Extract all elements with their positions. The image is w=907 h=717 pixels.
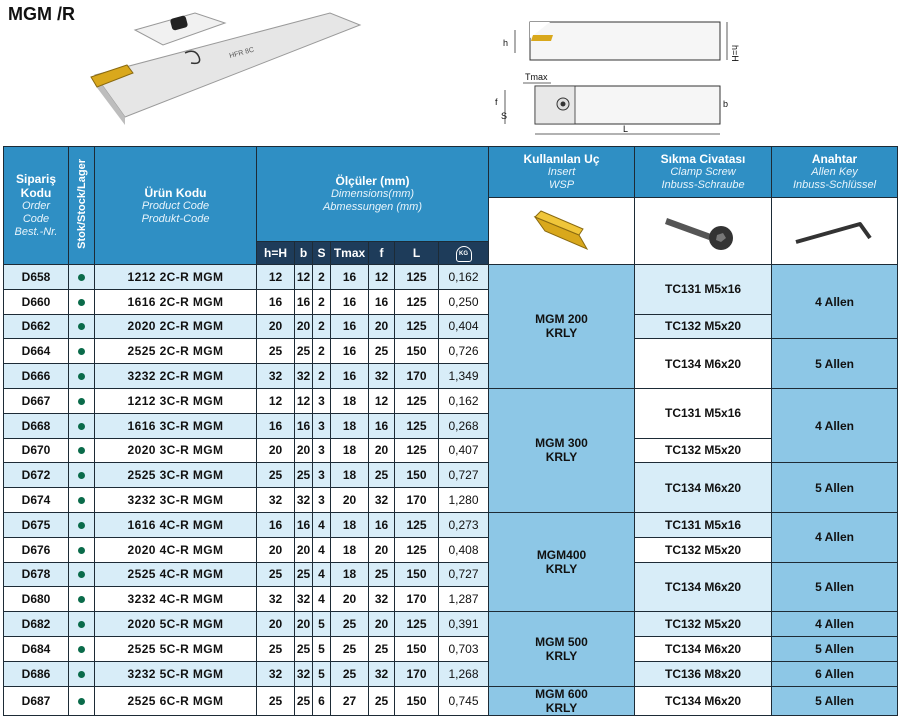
dim-tmax: 18 — [331, 413, 369, 438]
stock-indicator — [69, 413, 95, 438]
weight: 0,408 — [439, 537, 489, 562]
dim-b: 16 — [295, 512, 313, 537]
dim-s: 5 — [313, 612, 331, 637]
product-code: 2020 5C-R MGM — [95, 612, 257, 637]
product-code: 3232 3C-R MGM — [95, 488, 257, 513]
dim-l: 125 — [395, 537, 439, 562]
in-stock-dot-icon — [78, 348, 85, 355]
dim-h: 25 — [257, 463, 295, 488]
weight-icon: KG — [456, 246, 472, 262]
dim-b: 25 — [295, 636, 313, 661]
product-code: 3232 2C-R MGM — [95, 364, 257, 389]
dim-h: 25 — [257, 562, 295, 587]
order-code: D678 — [4, 562, 69, 587]
weight: 1,280 — [439, 488, 489, 513]
stock-indicator — [69, 388, 95, 413]
order-code: D674 — [4, 488, 69, 513]
stock-indicator — [69, 686, 95, 715]
product-code: 3232 4C-R MGM — [95, 587, 257, 612]
in-stock-dot-icon — [78, 522, 85, 529]
table-row — [4, 661, 898, 686]
dimension-diagram — [495, 8, 755, 143]
weight: 0,745 — [439, 686, 489, 715]
dim-s: 2 — [313, 289, 331, 314]
dim-l: 125 — [395, 388, 439, 413]
order-code: D667 — [4, 388, 69, 413]
allen-key: 4 Allen — [772, 612, 898, 637]
dim-s: 4 — [313, 587, 331, 612]
weight: 0,727 — [439, 562, 489, 587]
allen-key: 4 Allen — [772, 265, 898, 339]
table-row — [4, 438, 898, 463]
stock-indicator — [69, 438, 95, 463]
allen-key: 6 Allen — [772, 661, 898, 686]
product-code: 2525 5C-R MGM — [95, 636, 257, 661]
dim-l: 150 — [395, 636, 439, 661]
clamp-screw: TC134 M6x20 — [635, 562, 772, 612]
weight: 0,703 — [439, 636, 489, 661]
product-code: 1616 4C-R MGM — [95, 512, 257, 537]
dim-h: 16 — [257, 289, 295, 314]
header-stock: Stok/Stock/Lager — [69, 147, 95, 265]
in-stock-dot-icon — [78, 323, 85, 330]
dim-h: 25 — [257, 686, 295, 715]
dim-f: 25 — [369, 686, 395, 715]
allen-key-icon — [790, 210, 880, 250]
clamp-screw: TC132 M5x20 — [635, 612, 772, 637]
dim-f: 32 — [369, 587, 395, 612]
header-dimensions: Ölçüler (mm) Dimensions(mm) Abmessungen (mm) — [257, 147, 489, 242]
in-stock-dot-icon — [78, 299, 85, 306]
dim-b: 32 — [295, 364, 313, 389]
dim-f: 12 — [369, 388, 395, 413]
dim-tmax: 18 — [331, 512, 369, 537]
dim-f: 32 — [369, 661, 395, 686]
in-stock-dot-icon — [78, 373, 85, 380]
col-s: S — [313, 242, 331, 265]
weight: 0,268 — [439, 413, 489, 438]
weight: 0,273 — [439, 512, 489, 537]
diagram-label-s: S — [501, 111, 508, 121]
product-code: 2020 2C-R MGM — [95, 314, 257, 339]
dim-tmax: 16 — [331, 314, 369, 339]
dim-b: 20 — [295, 537, 313, 562]
dim-l: 150 — [395, 463, 439, 488]
dim-h: 20 — [257, 438, 295, 463]
order-code: D680 — [4, 587, 69, 612]
dim-l: 150 — [395, 562, 439, 587]
dim-tmax: 25 — [331, 661, 369, 686]
dim-tmax: 18 — [331, 537, 369, 562]
dim-b: 16 — [295, 289, 313, 314]
clamp-screw: TC134 M6x20 — [635, 686, 772, 715]
col-h: h=H — [257, 242, 295, 265]
col-l: L — [395, 242, 439, 265]
dim-tmax: 18 — [331, 388, 369, 413]
dim-tmax: 27 — [331, 686, 369, 715]
order-code: D684 — [4, 636, 69, 661]
table-row — [4, 339, 898, 364]
dim-b: 20 — [295, 612, 313, 637]
order-code: D668 — [4, 413, 69, 438]
stock-indicator — [69, 463, 95, 488]
in-stock-dot-icon — [78, 447, 85, 454]
order-code: D660 — [4, 289, 69, 314]
in-stock-dot-icon — [78, 274, 85, 281]
dim-tmax: 16 — [331, 265, 369, 290]
dim-h: 16 — [257, 512, 295, 537]
screw-icon — [663, 208, 743, 252]
clamp-screw: TC134 M6x20 — [635, 636, 772, 661]
dim-b: 32 — [295, 587, 313, 612]
dim-tmax: 16 — [331, 339, 369, 364]
order-code: D675 — [4, 512, 69, 537]
in-stock-dot-icon — [78, 596, 85, 603]
clamp-screw: TC131 M5x16 — [635, 512, 772, 537]
dim-l: 125 — [395, 289, 439, 314]
order-code: D666 — [4, 364, 69, 389]
weight: 0,391 — [439, 612, 489, 637]
insert-type: MGM 300 KRLY — [489, 388, 635, 512]
dim-tmax: 18 — [331, 438, 369, 463]
dim-h: 20 — [257, 537, 295, 562]
clamp-screw: TC132 M5x20 — [635, 314, 772, 339]
allen-key: 5 Allen — [772, 636, 898, 661]
insert-type: MGM400 KRLY — [489, 512, 635, 611]
allen-key: 5 Allen — [772, 339, 898, 389]
dim-h: 12 — [257, 265, 295, 290]
insert-type: MGM 600 KRLY — [489, 686, 635, 715]
dim-b: 25 — [295, 463, 313, 488]
dim-s: 2 — [313, 364, 331, 389]
dim-f: 16 — [369, 413, 395, 438]
dim-b: 25 — [295, 562, 313, 587]
product-code: 2020 3C-R MGM — [95, 438, 257, 463]
dim-l: 150 — [395, 339, 439, 364]
product-code: 3232 5C-R MGM — [95, 661, 257, 686]
dim-f: 25 — [369, 636, 395, 661]
product-code: 2525 2C-R MGM — [95, 339, 257, 364]
order-code: D672 — [4, 463, 69, 488]
header-allen-key: Anahtar Allen Key Inbuss-Schlüssel — [772, 147, 898, 198]
dim-l: 170 — [395, 488, 439, 513]
clamp-screw: TC131 M5x16 — [635, 388, 772, 438]
page-title: MGM /R — [8, 4, 75, 24]
table-row — [4, 636, 898, 661]
in-stock-dot-icon — [78, 671, 85, 678]
product-code: 2525 3C-R MGM — [95, 463, 257, 488]
order-code: D687 — [4, 686, 69, 715]
allen-key: 5 Allen — [772, 686, 898, 715]
dim-f: 32 — [369, 364, 395, 389]
dim-tmax: 25 — [331, 636, 369, 661]
header-product-code: Ürün Kodu Product Code Produkt-Code — [95, 147, 257, 265]
diagram-label-hH: h=H — [730, 45, 740, 62]
dim-b: 12 — [295, 265, 313, 290]
allen-key: 4 Allen — [772, 512, 898, 562]
dim-s: 2 — [313, 265, 331, 290]
dim-tmax: 25 — [331, 612, 369, 637]
stock-indicator — [69, 314, 95, 339]
dim-b: 20 — [295, 438, 313, 463]
dim-b: 20 — [295, 314, 313, 339]
weight: 0,162 — [439, 388, 489, 413]
dim-tmax: 18 — [331, 463, 369, 488]
dim-s: 6 — [313, 686, 331, 715]
weight: 0,250 — [439, 289, 489, 314]
dim-tmax: 16 — [331, 364, 369, 389]
dim-h: 25 — [257, 636, 295, 661]
photo-marking: HFR 8C — [228, 46, 255, 60]
order-code: D658 — [4, 265, 69, 290]
dim-f: 16 — [369, 512, 395, 537]
dim-h: 12 — [257, 388, 295, 413]
dim-b: 25 — [295, 686, 313, 715]
weight: 1,268 — [439, 661, 489, 686]
order-code: D664 — [4, 339, 69, 364]
dim-f: 20 — [369, 612, 395, 637]
stock-indicator — [69, 512, 95, 537]
product-code: 1616 2C-R MGM — [95, 289, 257, 314]
in-stock-dot-icon — [78, 698, 85, 705]
dim-s: 3 — [313, 413, 331, 438]
dim-l: 125 — [395, 265, 439, 290]
header-clamp-screw: Sıkma Civatası Clamp Screw Inbuss-Schraube — [635, 147, 772, 198]
order-code: D670 — [4, 438, 69, 463]
dim-tmax: 20 — [331, 488, 369, 513]
in-stock-dot-icon — [78, 497, 85, 504]
dim-s: 5 — [313, 661, 331, 686]
weight: 0,162 — [439, 265, 489, 290]
dim-l: 170 — [395, 661, 439, 686]
product-code: 2525 6C-R MGM — [95, 686, 257, 715]
in-stock-dot-icon — [78, 621, 85, 628]
diagram-label-h: h — [503, 38, 509, 48]
dim-s: 4 — [313, 512, 331, 537]
dim-tmax: 18 — [331, 562, 369, 587]
dim-l: 170 — [395, 587, 439, 612]
col-weight — [439, 242, 489, 265]
table-row — [4, 463, 898, 488]
in-stock-dot-icon — [78, 646, 85, 653]
dim-h: 32 — [257, 587, 295, 612]
spec-table — [3, 146, 898, 716]
stock-indicator — [69, 488, 95, 513]
in-stock-dot-icon — [78, 571, 85, 578]
dim-b: 32 — [295, 488, 313, 513]
dim-h: 20 — [257, 612, 295, 637]
table-row — [4, 512, 898, 537]
diagram-label-tmax: Tmax — [525, 72, 548, 82]
dim-s: 3 — [313, 488, 331, 513]
table-row — [4, 265, 898, 290]
in-stock-dot-icon — [78, 547, 85, 554]
dim-l: 125 — [395, 612, 439, 637]
dim-l: 125 — [395, 314, 439, 339]
col-f: f — [369, 242, 395, 265]
dim-f: 25 — [369, 463, 395, 488]
allen-key: 5 Allen — [772, 562, 898, 612]
dim-b: 12 — [295, 388, 313, 413]
order-code: D662 — [4, 314, 69, 339]
header-insert: Kullanılan Uç Insert WSP — [489, 147, 635, 198]
product-code: 1616 3C-R MGM — [95, 413, 257, 438]
weight: 0,407 — [439, 438, 489, 463]
dim-l: 125 — [395, 413, 439, 438]
tool-holder-photo — [75, 5, 365, 125]
clamp-screw: TC136 M8x20 — [635, 661, 772, 686]
weight: 1,287 — [439, 587, 489, 612]
in-stock-dot-icon — [78, 472, 85, 479]
dim-s: 3 — [313, 463, 331, 488]
stock-indicator — [69, 339, 95, 364]
product-code: 1212 3C-R MGM — [95, 388, 257, 413]
dim-f: 12 — [369, 265, 395, 290]
dim-s: 4 — [313, 537, 331, 562]
dim-b: 25 — [295, 339, 313, 364]
clamp-screw: TC134 M6x20 — [635, 463, 772, 513]
weight: 0,726 — [439, 339, 489, 364]
clamp-screw: TC131 M5x16 — [635, 265, 772, 315]
dim-l: 170 — [395, 364, 439, 389]
table-row — [4, 562, 898, 587]
table-row — [4, 612, 898, 637]
dim-h: 32 — [257, 488, 295, 513]
stock-indicator — [69, 265, 95, 290]
table-row — [4, 537, 898, 562]
dim-tmax: 20 — [331, 587, 369, 612]
col-b: b — [295, 242, 313, 265]
product-code: 2525 4C-R MGM — [95, 562, 257, 587]
dim-h: 16 — [257, 413, 295, 438]
dim-f: 32 — [369, 488, 395, 513]
stock-indicator — [69, 661, 95, 686]
dim-tmax: 16 — [331, 289, 369, 314]
dim-h: 25 — [257, 339, 295, 364]
insert-image — [489, 198, 635, 265]
table-row — [4, 314, 898, 339]
order-code: D686 — [4, 661, 69, 686]
screw-image — [635, 198, 772, 265]
diagram-label-b: b — [723, 99, 729, 109]
order-code: D676 — [4, 537, 69, 562]
weight: 0,404 — [439, 314, 489, 339]
dim-b: 32 — [295, 661, 313, 686]
dim-h: 32 — [257, 661, 295, 686]
dim-f: 20 — [369, 537, 395, 562]
allen-key-image — [772, 198, 898, 265]
clamp-screw: TC132 M5x20 — [635, 438, 772, 463]
stock-indicator — [69, 562, 95, 587]
dim-s: 3 — [313, 438, 331, 463]
dim-s: 5 — [313, 636, 331, 661]
dim-f: 20 — [369, 438, 395, 463]
stock-indicator — [69, 587, 95, 612]
allen-key: 4 Allen — [772, 388, 898, 462]
dim-f: 16 — [369, 289, 395, 314]
product-code: 1212 2C-R MGM — [95, 265, 257, 290]
stock-indicator — [69, 612, 95, 637]
allen-key: 5 Allen — [772, 463, 898, 513]
dim-l: 125 — [395, 512, 439, 537]
diagram-label-f: f — [495, 97, 498, 107]
diagram-label-l: L — [623, 124, 629, 134]
insert-type: MGM 500 KRLY — [489, 612, 635, 686]
dim-s: 4 — [313, 562, 331, 587]
stock-indicator — [69, 537, 95, 562]
insert-icon — [527, 205, 597, 255]
stock-indicator — [69, 289, 95, 314]
col-tmax: Tmax — [331, 242, 369, 265]
product-code: 2020 4C-R MGM — [95, 537, 257, 562]
header-order-code: Sipariş Kodu Order Code Best.-Nr. — [4, 147, 69, 265]
dim-l: 150 — [395, 686, 439, 715]
dim-f: 25 — [369, 339, 395, 364]
dim-h: 20 — [257, 314, 295, 339]
dim-s: 2 — [313, 339, 331, 364]
order-code: D682 — [4, 612, 69, 637]
dim-s: 3 — [313, 388, 331, 413]
dim-l: 125 — [395, 438, 439, 463]
weight: 0,727 — [439, 463, 489, 488]
weight: 1,349 — [439, 364, 489, 389]
in-stock-dot-icon — [78, 398, 85, 405]
table-row — [4, 388, 898, 413]
dim-f: 25 — [369, 562, 395, 587]
dim-b: 16 — [295, 413, 313, 438]
clamp-screw: TC132 M5x20 — [635, 537, 772, 562]
dim-f: 20 — [369, 314, 395, 339]
dim-s: 2 — [313, 314, 331, 339]
in-stock-dot-icon — [78, 423, 85, 430]
stock-indicator — [69, 364, 95, 389]
dim-h: 32 — [257, 364, 295, 389]
clamp-screw: TC134 M6x20 — [635, 339, 772, 389]
insert-type: MGM 200 KRLY — [489, 265, 635, 389]
table-row — [4, 686, 898, 715]
stock-indicator — [69, 636, 95, 661]
